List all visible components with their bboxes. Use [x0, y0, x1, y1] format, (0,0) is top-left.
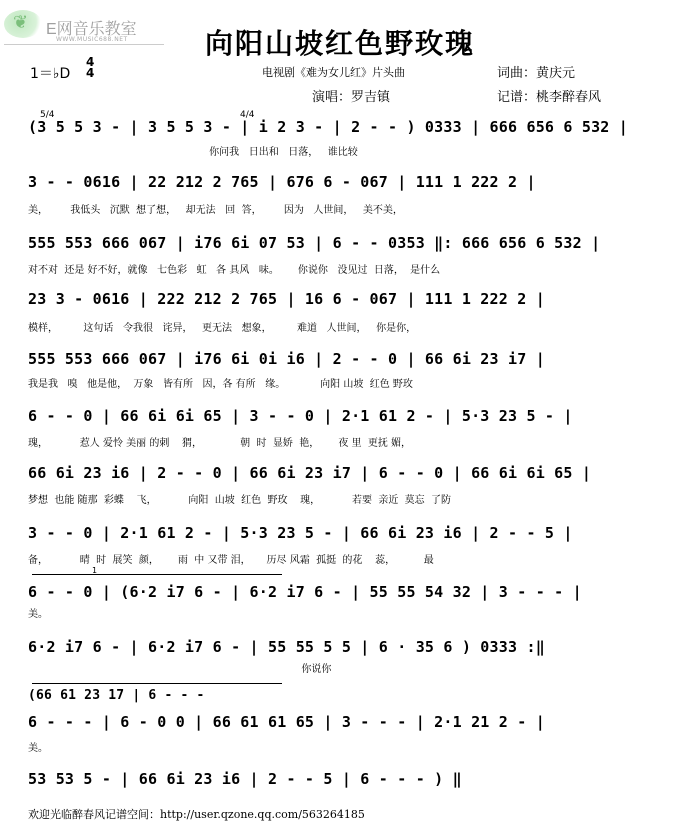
lyric-line: 我是我 嗅 他是他， 万象 皆有所 因，各 有所 缘。 向阳 山坡 红色 野玫 — [28, 379, 413, 390]
logo-url: WWW.MUSIC688.NET — [56, 36, 128, 43]
lyric-line: 对不对 还是 好不好，就像 七色彩 虹 各 具风 味。 你说你 没见过 日落， 是什么 — [28, 265, 441, 276]
time-signature-top: 4 — [86, 55, 95, 69]
notation-line: 3 - - 0 | 2·1 61 2 - | 5·3 23 5 - | 66 6i 23 i6 | 2 - - 5 | — [28, 524, 573, 542]
notation-line: 555 553 666 067 | i76 6i 07 53 | 6 - - 0353 ‖: 666 656 6 532 | — [28, 234, 601, 252]
subtitle: 电视剧《难为女儿红》片头曲 — [262, 66, 405, 79]
lyric-line: 你问我 日出和 日落， 谁比较 — [28, 147, 358, 158]
key-signature: 1＝♭D — [30, 66, 71, 82]
notation-line: (3 5 5 3 - | 3 5 5 3 - | i 2 3 - | 2 - - ) 0333 | 666 656 6 532 | — [28, 118, 628, 136]
footer-link[interactable]: 欢迎光临醉春风记谱空间：http://user.qzone.qq.com/563264185 — [28, 808, 365, 821]
notation-line: 6 - - 0 | 66 6i 6i 65 | 3 - - 0 | 2·1 61 2 - | 5·3 23 5 - | — [28, 407, 573, 425]
first-ending-number: 1 — [92, 566, 98, 575]
notation-line: 6·2 i7 6 - | 6·2 i7 6 - | 55 55 5 5 | 6 · 35 6 ) 0333 :‖ — [28, 638, 545, 656]
lyric-line: 美。 — [28, 609, 48, 620]
notation-line: 23 3 - 0616 | 222 212 2 765 | 16 6 - 067 | 111 1 222 2 | — [28, 290, 545, 308]
notation-line: (66 61 23 17 | 6 - - - — [28, 688, 205, 703]
lyric-line: 瑰， 惹人 爱怜 美丽 的刺 猬， 朝 时 显娇 艳， 夜 里 更抚 媚， — [28, 438, 412, 449]
singer-credit: 演唱：罗吉镇 — [312, 90, 391, 105]
time-signature — [86, 57, 94, 79]
site-logo[interactable] — [4, 10, 164, 44]
notation-line: 555 553 666 067 | i76 6i 0i i6 | 2 - - 0 | 66 6i 23 i7 | — [28, 350, 545, 368]
time-signature-bottom: 4 — [86, 66, 95, 80]
lyric-line: 美， 我低头 沉默 想了想， 却无法 回 答， 因为 人世间， 美不美， — [28, 205, 403, 216]
transcriber-credit: 记谱：桃李醉春风 — [497, 90, 602, 105]
lyricist-composer: 词曲：黄庆元 — [497, 66, 576, 81]
song-title: 向阳山坡红色野玫瑰 — [205, 27, 476, 60]
logo-text: E网音乐教室 — [46, 21, 137, 38]
lyric-line: 备， 晴 时 展笑 颜， 雨 中 又带 泪， 历尽 风霜 孤挺 的花 蕊， 最 — [28, 555, 434, 566]
logo-underline — [4, 44, 164, 45]
lyric-line: 梦想 也能 随那 彩蝶 飞， 向阳 山坡 红色 野玫 瑰， 若要 亲近 莫忘 了防 — [28, 495, 452, 506]
lyric-line: 美。 — [28, 743, 48, 754]
lyric-line: 模样， 这句话 令我很 诧异， 更无法 想象， 难道 人世间， 你是你， — [28, 323, 417, 334]
notation-line: 3 - - 0616 | 22 212 2 765 | 676 6 - 067 | 111 1 222 2 | — [28, 173, 536, 191]
meter-mark-4-4: 4/4 — [240, 110, 255, 120]
notation-line: 6 - - 0 | (6·2 i7 6 - | 6·2 i7 6 - | 55 55 54 32 | 3 - - - | — [28, 583, 582, 601]
lyric-line: 你说你 — [28, 664, 332, 675]
music-leaf-icon: ❦ — [4, 10, 42, 38]
meter-mark-5-4: 5/4 — [40, 110, 55, 120]
notation-line: 53 53 5 - | 66 6i 23 i6 | 2 - - 5 | 6 - - - ) ‖ — [28, 770, 462, 788]
notation-line: 6 - - - | 6 - 0 0 | 66 61 61 65 | 3 - - - | 2·1 21 2 - | — [28, 713, 545, 731]
notation-line: 66 6i 23 i6 | 2 - - 0 | 66 6i 23 i7 | 6 - - 0 | 66 6i 6i 65 | — [28, 464, 592, 482]
